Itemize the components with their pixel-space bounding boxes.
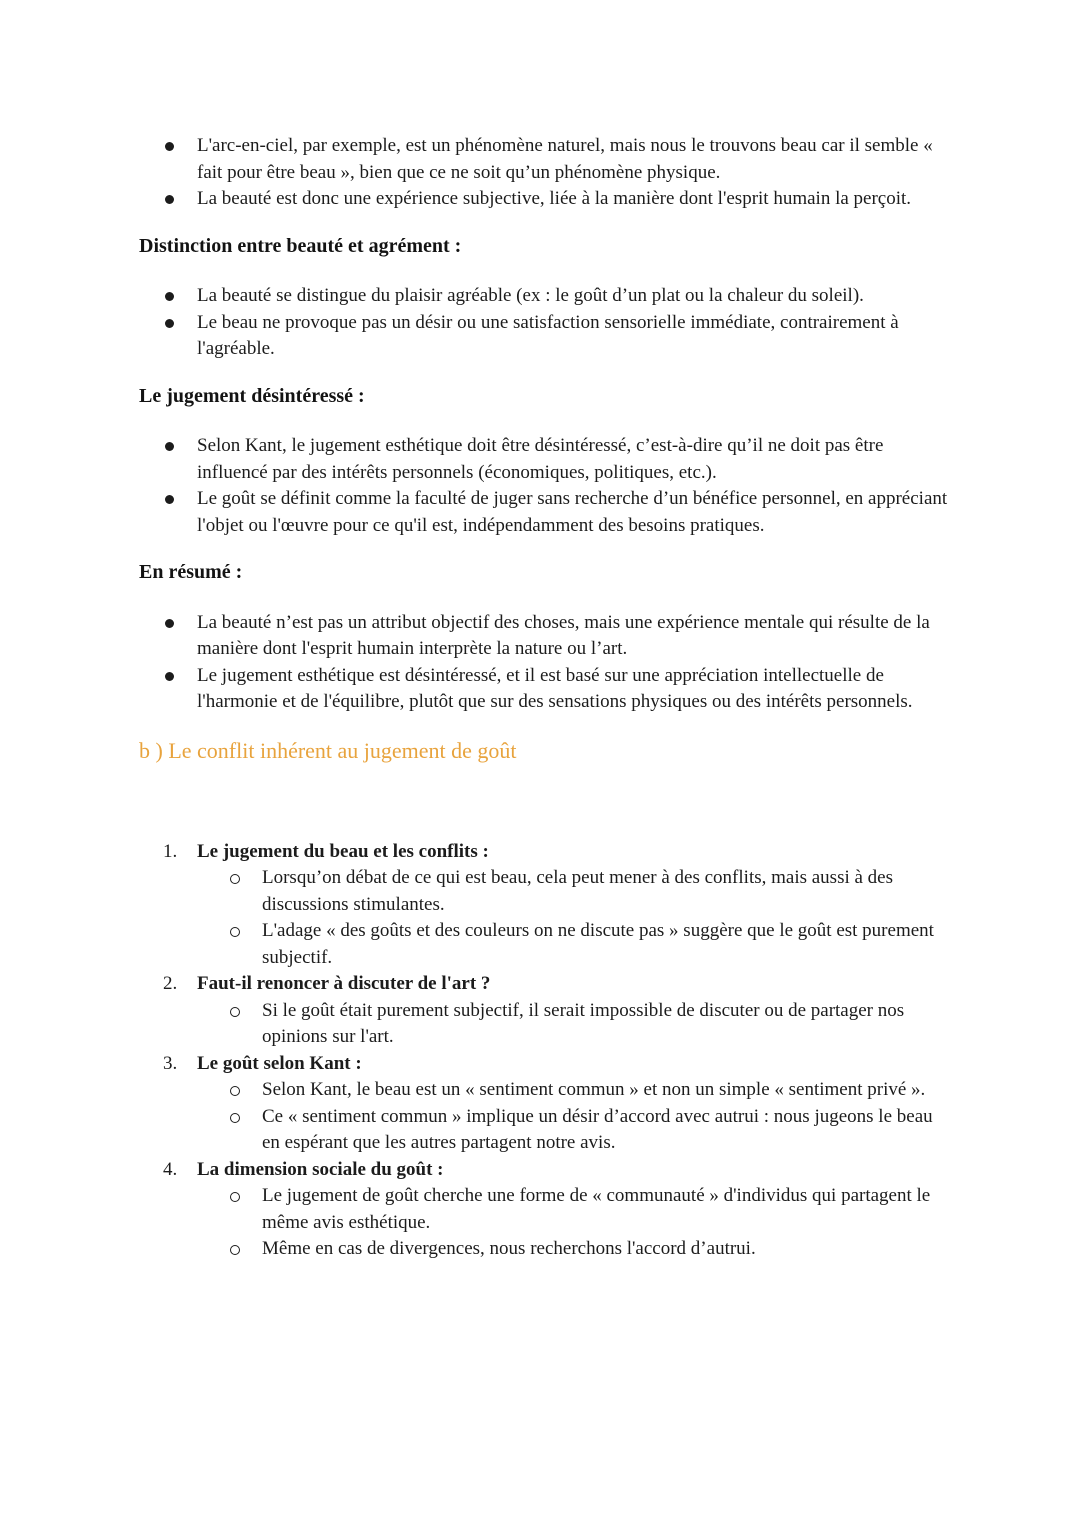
list-item [139,283,949,310]
bullet-text: L'arc-en-ciel, par exemple, est un phénomène naturel, mais nous le trouvons beau car il semble « fait pour être beau », bien que ce ne soit qu’un phénomène physique. [197,135,933,183]
sub-point [139,998,949,1051]
list-item [139,186,949,213]
bullet-text: Le goût se définit comme la faculté de juger sans recherche d’un bénéfice personnel, en appréciant l'objet ou l'œuvre pour ce qu'il est, indépendamment des besoins pratiques. [197,488,948,536]
sub-point [139,1104,949,1157]
bullet-text: La beauté n’est pas un attribut objectif des choses, mais une expérience mentale qui résulte de la manière dont l'esprit humain interprète la nature ou l’art. [197,611,930,659]
section-heading-jugement-desinteresse: Le jugement désintéressé : [139,384,365,407]
circle-bullet-icon [230,1086,240,1096]
sub-point [139,865,949,918]
disc-bullet-icon [165,142,174,151]
numbered-item-title: Le jugement du beau et les conflits : [197,840,489,862]
circle-bullet-icon [230,927,240,937]
sub-point-text: Le jugement de goût cherche une forme de « communauté » d'individus qui partagent le même avis esthétique. [262,1185,931,1233]
sub-point-text: Même en cas de divergences, nous recherchons l'accord d’autrui. [262,1238,756,1259]
sub-point-text: L'adage « des goûts et des couleurs on ne discute pas » suggère que le goût est purement subjectif. [262,920,934,968]
disc-bullet-icon [165,672,174,681]
numbered-item [139,971,949,1051]
bullet-text: Selon Kant, le jugement esthétique doit être désintéressé, c’est-à-dire qu’il ne doit pas être influencé par des intérêts personnels (économiques, politiques, etc.). [197,435,884,483]
sub-point-text: Lorsqu’on débat de ce qui est beau, cela peut mener à des conflits, mais aussi à des discussions stimulantes. [262,867,894,915]
bullet-text: La beauté est donc une expérience subjective, liée à la manière dont l'esprit humain la perçoit. [197,188,912,209]
intro-bullet-list [139,133,949,213]
sub-point-text: Selon Kant, le beau est un « sentiment commun » et non un simple « sentiment privé ». [262,1079,926,1100]
disc-bullet-icon [165,619,174,628]
list-item [139,610,949,663]
document-content [139,133,949,1263]
disc-bullet-icon [165,292,174,301]
bullet-text: La beauté se distingue du plaisir agréable (ex : le goût d’un plat ou la chaleur du soleil). [197,285,864,306]
list-item [139,310,949,363]
numbered-item [139,1157,949,1263]
disc-bullet-icon [165,195,174,204]
subsection-heading: b ) Le conflit inhérent au jugement de goût [139,737,517,763]
disc-bullet-icon [165,495,174,504]
list-number: 1. [163,840,178,862]
circle-bullet-icon [230,1007,240,1017]
list-number: 2. [163,973,178,994]
bullet-text: Le beau ne provoque pas un désir ou une satisfaction sensorielle immédiate, contrairement à l'agréable. [197,311,899,359]
numbered-list [139,839,949,1263]
sub-point [139,1077,949,1104]
disc-bullet-icon [165,442,174,451]
numbered-item [139,1051,949,1157]
circle-bullet-icon [230,1113,240,1123]
section-bullet-list [139,283,949,363]
numbered-item-title: La dimension sociale du goût : [197,1158,444,1180]
circle-bullet-icon [230,1245,240,1255]
sub-point [139,918,949,971]
section-bullet-list [139,610,949,716]
list-item [139,433,949,486]
list-item [139,133,949,186]
sub-point [139,1183,949,1236]
sub-point-text: Si le goût était purement subjectif, il serait impossible de discuter ou de partager nos opinions sur l'art. [262,999,905,1047]
circle-bullet-icon [230,874,240,884]
numbered-item [139,839,949,972]
list-number: 3. [163,1052,178,1074]
numbered-item-title: Le goût selon Kant : [197,1052,362,1074]
circle-bullet-icon [230,1192,240,1202]
list-item [139,663,949,716]
list-number: 4. [163,1158,178,1180]
list-item [139,486,949,539]
numbered-item-title: Faut-il renoncer à discuter de l'art ? [197,973,491,994]
section-heading-distinction: Distinction entre beauté et agrément : [139,234,462,257]
disc-bullet-icon [165,319,174,328]
sub-point [139,1236,949,1263]
section-bullet-list [139,433,949,539]
section-heading-en-resume: En résumé : [139,561,243,583]
sub-point-text: Ce « sentiment commun » implique un désir d’accord avec autrui : nous jugeons le beau en espérant que les autres partagent notre avis. [262,1105,933,1153]
bullet-text: Le jugement esthétique est désintéressé, et il est basé sur une appréciation intellectuelle de l'harmonie et de l'équilibre, plutôt que sur des sensations physiques ou des intérêts personnels. [197,664,913,712]
